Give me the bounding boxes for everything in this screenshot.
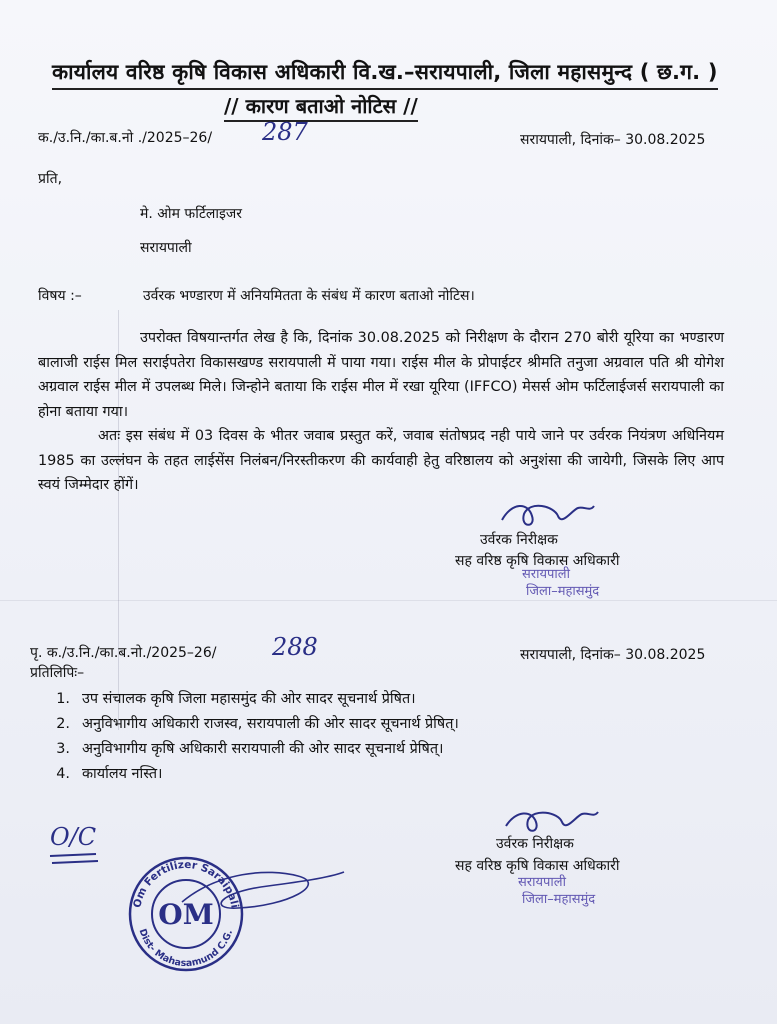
handwritten-endorsement-number: 288 bbox=[272, 633, 318, 661]
signature-1-designation-1: उर्वरक निरीक्षक bbox=[480, 532, 558, 548]
body-paragraph-2: अतः इस संबंध में 03 दिवस के भीतर जवाब प्रस्तुत करें, जवाब संतोषप्रद नही पाये जाने पर उर्वरक नियंत्रण अधिनियम 1985 का उल्लंघन के तहत लाईसेंस निलंबन/निरस्तीकरण की कार्यवाही हेतु वरिष्ठालय को अनुशंसा की जायेगी, जिसके लिए आप स्वयं जिम्मेदार होंगें। bbox=[38, 428, 724, 493]
list-item-text: अनुविभागीय अधिकारी राजस्व, सरायपाली की ओर सादर सूचनार्थ प्रेषित्। bbox=[82, 716, 459, 732]
list-item-text: उप संचालक कृषि जिला महासमुंद की ओर सादर सूचनार्थ प्रेषित। bbox=[82, 691, 416, 707]
list-item bbox=[56, 712, 459, 737]
endorsement-date: सरायपाली, दिनांक– 30.08.2025 bbox=[520, 647, 706, 663]
signature-2-designation-2: सह वरिष्ठ कृषि विकास अधिकारी bbox=[455, 858, 620, 874]
addressee-place: सरायपाली bbox=[140, 240, 192, 256]
signature-2-designation-1: उर्वरक निरीक्षक bbox=[496, 836, 574, 852]
signature-2-stamp-place: सरायपाली bbox=[518, 875, 566, 890]
signature-2-stamp-district: जिला–महासमुंद bbox=[522, 892, 596, 907]
copy-to-list bbox=[56, 687, 459, 787]
issue-date: सरायपाली, दिनांक– 30.08.2025 bbox=[520, 132, 706, 148]
signature-1-stamp bbox=[496, 566, 599, 600]
list-item-number: 1. bbox=[56, 691, 70, 707]
signature-1-stamp-place: सरायपाली bbox=[522, 567, 570, 582]
list-item bbox=[56, 737, 459, 762]
signature-1-stamp-district: जिला–महासमुंद bbox=[526, 584, 600, 599]
list-item-number: 3. bbox=[56, 741, 70, 757]
notice-body bbox=[38, 326, 724, 498]
list-item-number: 2. bbox=[56, 716, 70, 732]
list-item-text: कार्यालय नस्ति। bbox=[82, 766, 163, 782]
addressee-name: मे. ओम फर्टिलाइजर bbox=[140, 206, 242, 222]
body-paragraph-1: उपरोक्त विषयान्तर्गत लेख है कि, दिनांक 30.08.2025 को निरीक्षण के दौरान 270 बोरी यूरिया का भण्डारण बालाजी राईस मिल सराईपतेरा विकासखण्ड सरायपाली में पाया गया। राईस मील के प्रोपाईटर श्रीमति तनुजा अग्रवाल पति श्री योगेश अग्रवाल राईस मील में उपलब्ध मिले। जिन्होने बताया कि राईस मील में रखा यूरिया (IFFCO) मेसर्स ओम फर्टिलाईजर्स सरायपाली का होना बताया गया। bbox=[38, 330, 724, 420]
handwritten-reference-number: 287 bbox=[262, 118, 308, 146]
seal-center-text: OM bbox=[158, 898, 214, 931]
list-item-number: 4. bbox=[56, 766, 70, 782]
paper-fold-line-horizontal bbox=[0, 600, 777, 601]
list-item bbox=[56, 687, 459, 712]
reference-number: क./उ.नि./का.ब.नो ./2025–26/ bbox=[38, 130, 213, 146]
signature-2-stamp bbox=[494, 874, 595, 908]
notice-heading: // कारण बताओ नोटिस // bbox=[224, 92, 418, 122]
list-item-text: अनुविभागीय कृषि अधिकारी सरायपाली की ओर सादर सूचनार्थ प्रेषित्। bbox=[82, 741, 444, 757]
subject-label: विषय :– bbox=[38, 288, 82, 304]
oc-underline bbox=[48, 852, 100, 866]
seal-bottom-text: Dist- Mahasamund C.G. bbox=[136, 927, 236, 970]
list-item bbox=[56, 762, 459, 787]
copy-to-label: प्रतिलिपिः– bbox=[30, 665, 85, 681]
seal-top-text: Om Fertilizer Saraipali bbox=[131, 858, 241, 909]
signature-1-designation-2: सह वरिष्ठ कृषि विकास अधिकारी bbox=[455, 553, 620, 569]
subject-text: उर्वरक भण्डारण में अनियमितता के संबंध में कारण बताओ नोटिस। bbox=[143, 288, 475, 304]
handwritten-oc-note: O/C bbox=[50, 823, 97, 851]
seal-signature-scribble bbox=[178, 862, 348, 922]
signature-1-scribble bbox=[498, 498, 598, 534]
office-title: कार्यालय वरिष्ठ कृषि विकास अधिकारी वि.ख.–सरायपाली, जिला महासमुन्द ( छ.ग. ) bbox=[52, 58, 718, 90]
endorsement-reference-number: पृ. क./उ.नि./का.ब.नो./2025–26/ bbox=[30, 645, 217, 661]
addressee-prefix: प्रति, bbox=[38, 171, 63, 187]
